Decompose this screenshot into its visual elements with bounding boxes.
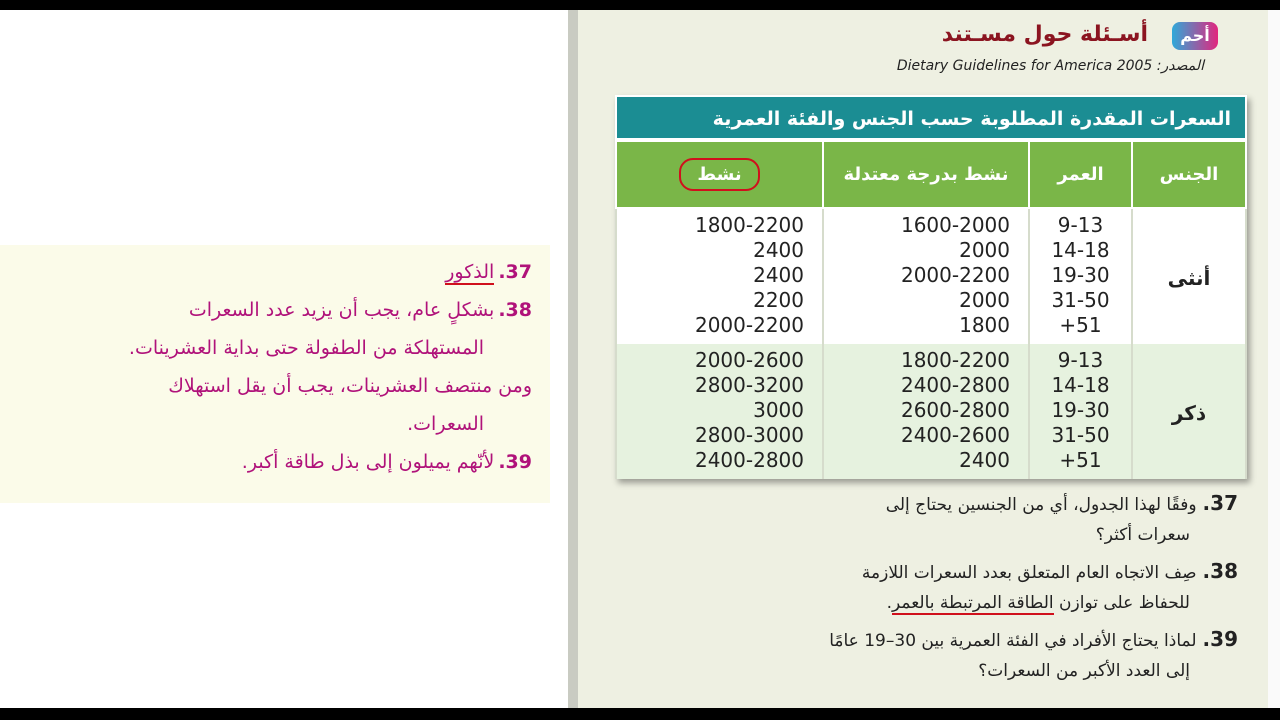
- moderate-cell: 1600-2000 2000 2000-2200 2000 1800: [823, 208, 1029, 344]
- table-header-row: [616, 141, 1246, 208]
- source-line: المصدر: Dietary Guidelines for America 2005: [896, 58, 1204, 74]
- table-row-male: [616, 344, 1246, 479]
- header-active: نشط: [616, 141, 823, 208]
- calorie-table: [615, 95, 1247, 479]
- question-37: 37.وفقًا لهذا الجدول، أي من الجنسين يحتاج إلى سعرات أكثر؟: [885, 491, 1238, 545]
- questions: [648, 488, 1238, 692]
- textbook-page: [578, 10, 1268, 708]
- question-38: 38.صِف الاتجاه العام المتعلق بعدد السعرات اللازمة للحفاظ على توازن الطاقة المرتبطة بالعمر.: [861, 559, 1238, 613]
- question-39: 39.لماذا يحتاج الأفراد في الفئة العمرية بين 30–19 عامًا إلى العدد الأكبر من السعرات؟: [829, 627, 1238, 681]
- answer-box: [0, 245, 550, 503]
- answer-37: 37.الذكور: [445, 261, 532, 283]
- page-title: أسـئلة حول مسـتند: [941, 22, 1148, 47]
- header-gender: الجنس: [1132, 141, 1246, 208]
- table-caption: السعرات المقدرة المطلوبة حسب الجنس والفئة العمرية: [615, 95, 1247, 140]
- page-edge: [1268, 10, 1280, 708]
- age-cell: 9-13 14-18 19-30 31-50 51+: [1029, 344, 1132, 479]
- answer-39: 39.لأنّهم يميلون إلى بذل طاقة أكبر.: [241, 451, 532, 473]
- active-cell: 1800-2200 2400 2400 2200 2000-2200: [616, 208, 823, 344]
- logo: أحم: [1172, 22, 1218, 50]
- age-cell: 9-13 14-18 19-30 31-50 51+: [1029, 208, 1132, 344]
- active-cell: 2000-2600 2800-3200 3000 2800-3000 2400-2800: [616, 344, 823, 479]
- moderate-cell: 1800-2200 2400-2800 2600-2800 2400-2600 2400: [823, 344, 1029, 479]
- gender-cell: ذكر: [1132, 344, 1246, 479]
- table-row-female: [616, 208, 1246, 344]
- divider: [568, 10, 578, 708]
- header-age: العمر: [1029, 141, 1132, 208]
- gender-cell: أنثى: [1132, 208, 1246, 344]
- header-moderate: نشط بدرجة معتدلة: [823, 141, 1029, 208]
- answer-38: 38.بشكلٍ عام، يجب أن يزيد عدد السعرات المستهلكة من الطفولة حتى بداية العشرينات. ومن منتصف العشرينات، يجب أن يقل استهلاك السعرات.: [128, 299, 532, 435]
